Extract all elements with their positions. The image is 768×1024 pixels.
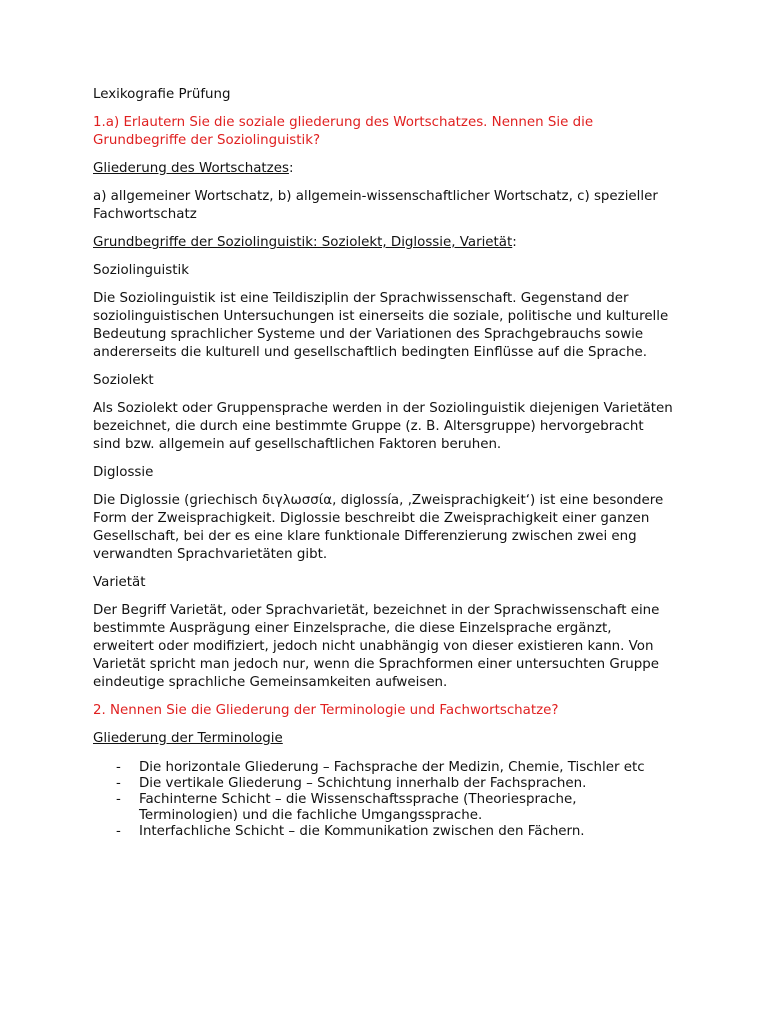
varietaet-title: Varietät (93, 575, 146, 590)
bullet-dash: - (116, 760, 121, 775)
gliederung-items: a) allgemeiner Wortschatz, b) allgemein-wissenschaftlicher Wortschatz, c) spezieller Fachwortschatz (93, 189, 658, 222)
list-item (93, 776, 673, 792)
grundbegriffe-heading-line: Grundbegriffe der Soziolinguistik: Soziolekt, Diglossie, Varietät: (93, 235, 517, 250)
list-item-text: Interfachliche Schicht – die Kommunikation zwischen den Fächern. (139, 824, 585, 839)
diglossie-title: Diglossie (93, 465, 154, 480)
soziolekt-text: Als Soziolekt oder Gruppensprache werden in der Soziolinguistik diejenigen Varietäten bezeichnet, die durch eine bestimmte Gruppe (z. B. Altersgruppe) hervorgebracht sind bzw. allgemein auf gesellschaftlichen Faktoren beruhen. (93, 401, 673, 452)
soziolekt-title: Soziolekt (93, 373, 154, 388)
terminologie-heading: Gliederung der Terminologie (93, 731, 283, 746)
document-title: Lexikografie Prüfung (93, 87, 231, 102)
soziolinguistik-title: Soziolinguistik (93, 263, 189, 278)
terminologie-heading-line (93, 730, 673, 748)
gliederung-heading-line: Gliederung des Wortschatzes: (93, 161, 294, 176)
list-item-text: Die horizontale Gliederung – Fachsprache der Medizin, Chemie, Tischler etc (139, 760, 645, 775)
document-body (93, 86, 673, 840)
question-2: 2. Nennen Sie die Gliederung der Terminologie und Fachwortschatze? (93, 703, 559, 718)
bullet-dash: - (116, 776, 121, 791)
list-item-text: Fachinterne Schicht – die Wissenschaftssprache (Theoriesprache, Terminologien) und die fachliche Umgangssprache. (139, 792, 577, 823)
question-1: 1.a) Erlautern Sie die soziale gliederung des Wortschatzes. Nennen Sie die Grundbegriffe der Soziolinguistik? (93, 115, 594, 148)
terminologie-list (93, 760, 673, 840)
soziolinguistik-text: Die Soziolinguistik ist eine Teildisziplin der Sprachwissenschaft. Gegenstand der soziolinguistischen Untersuchungen ist einerseits die soziale, politische und kulturelle Bedeutung sprachlicher Systeme und der Variationen des Sprachgebrauchs sowie andererseits die kulturell und gesellschaftlich bedingten Einflüsse auf die Sprache. (93, 291, 669, 360)
list-item (93, 760, 673, 776)
list-item (93, 824, 673, 840)
bullet-dash: - (116, 792, 121, 807)
varietaet-text: Der Begriff Varietät, oder Sprachvarietät, bezeichnet in der Sprachwissenschaft eine bestimmte Ausprägung einer Einzelsprache, die diese Einzelsprache ergänzt, erweitert oder modifiziert, jedoch nicht unabhängig von dieser existieren kann. Von Varietät spricht man jedoch nur, wenn die Sprachformen einer untersuchten Gruppe eindeutige sprachliche Gemeinsamkeiten aufweisen. (93, 603, 660, 690)
bullet-dash: - (116, 824, 121, 839)
grundbegriffe-heading: Grundbegriffe der Soziolinguistik: Soziolekt, Diglossie, Varietät (93, 235, 513, 250)
gliederung-heading: Gliederung des Wortschatzes (93, 161, 289, 176)
diglossie-text: Die Diglossie (griechisch διγλωσσία, diglossía, ‚Zweisprachigkeit‘) ist eine besondere Form der Zweisprachigkeit. Diglossie beschreibt die Zweisprachigkeit einer ganzen Gesellschaft, bei der es eine klare funktionale Differenzierung zwischen zwei eng verwandten Sprachvarietäten gibt. (93, 493, 664, 562)
list-item-text: Die vertikale Gliederung – Schichtung innerhalb der Fachsprachen. (139, 776, 587, 791)
list-item (93, 792, 673, 824)
